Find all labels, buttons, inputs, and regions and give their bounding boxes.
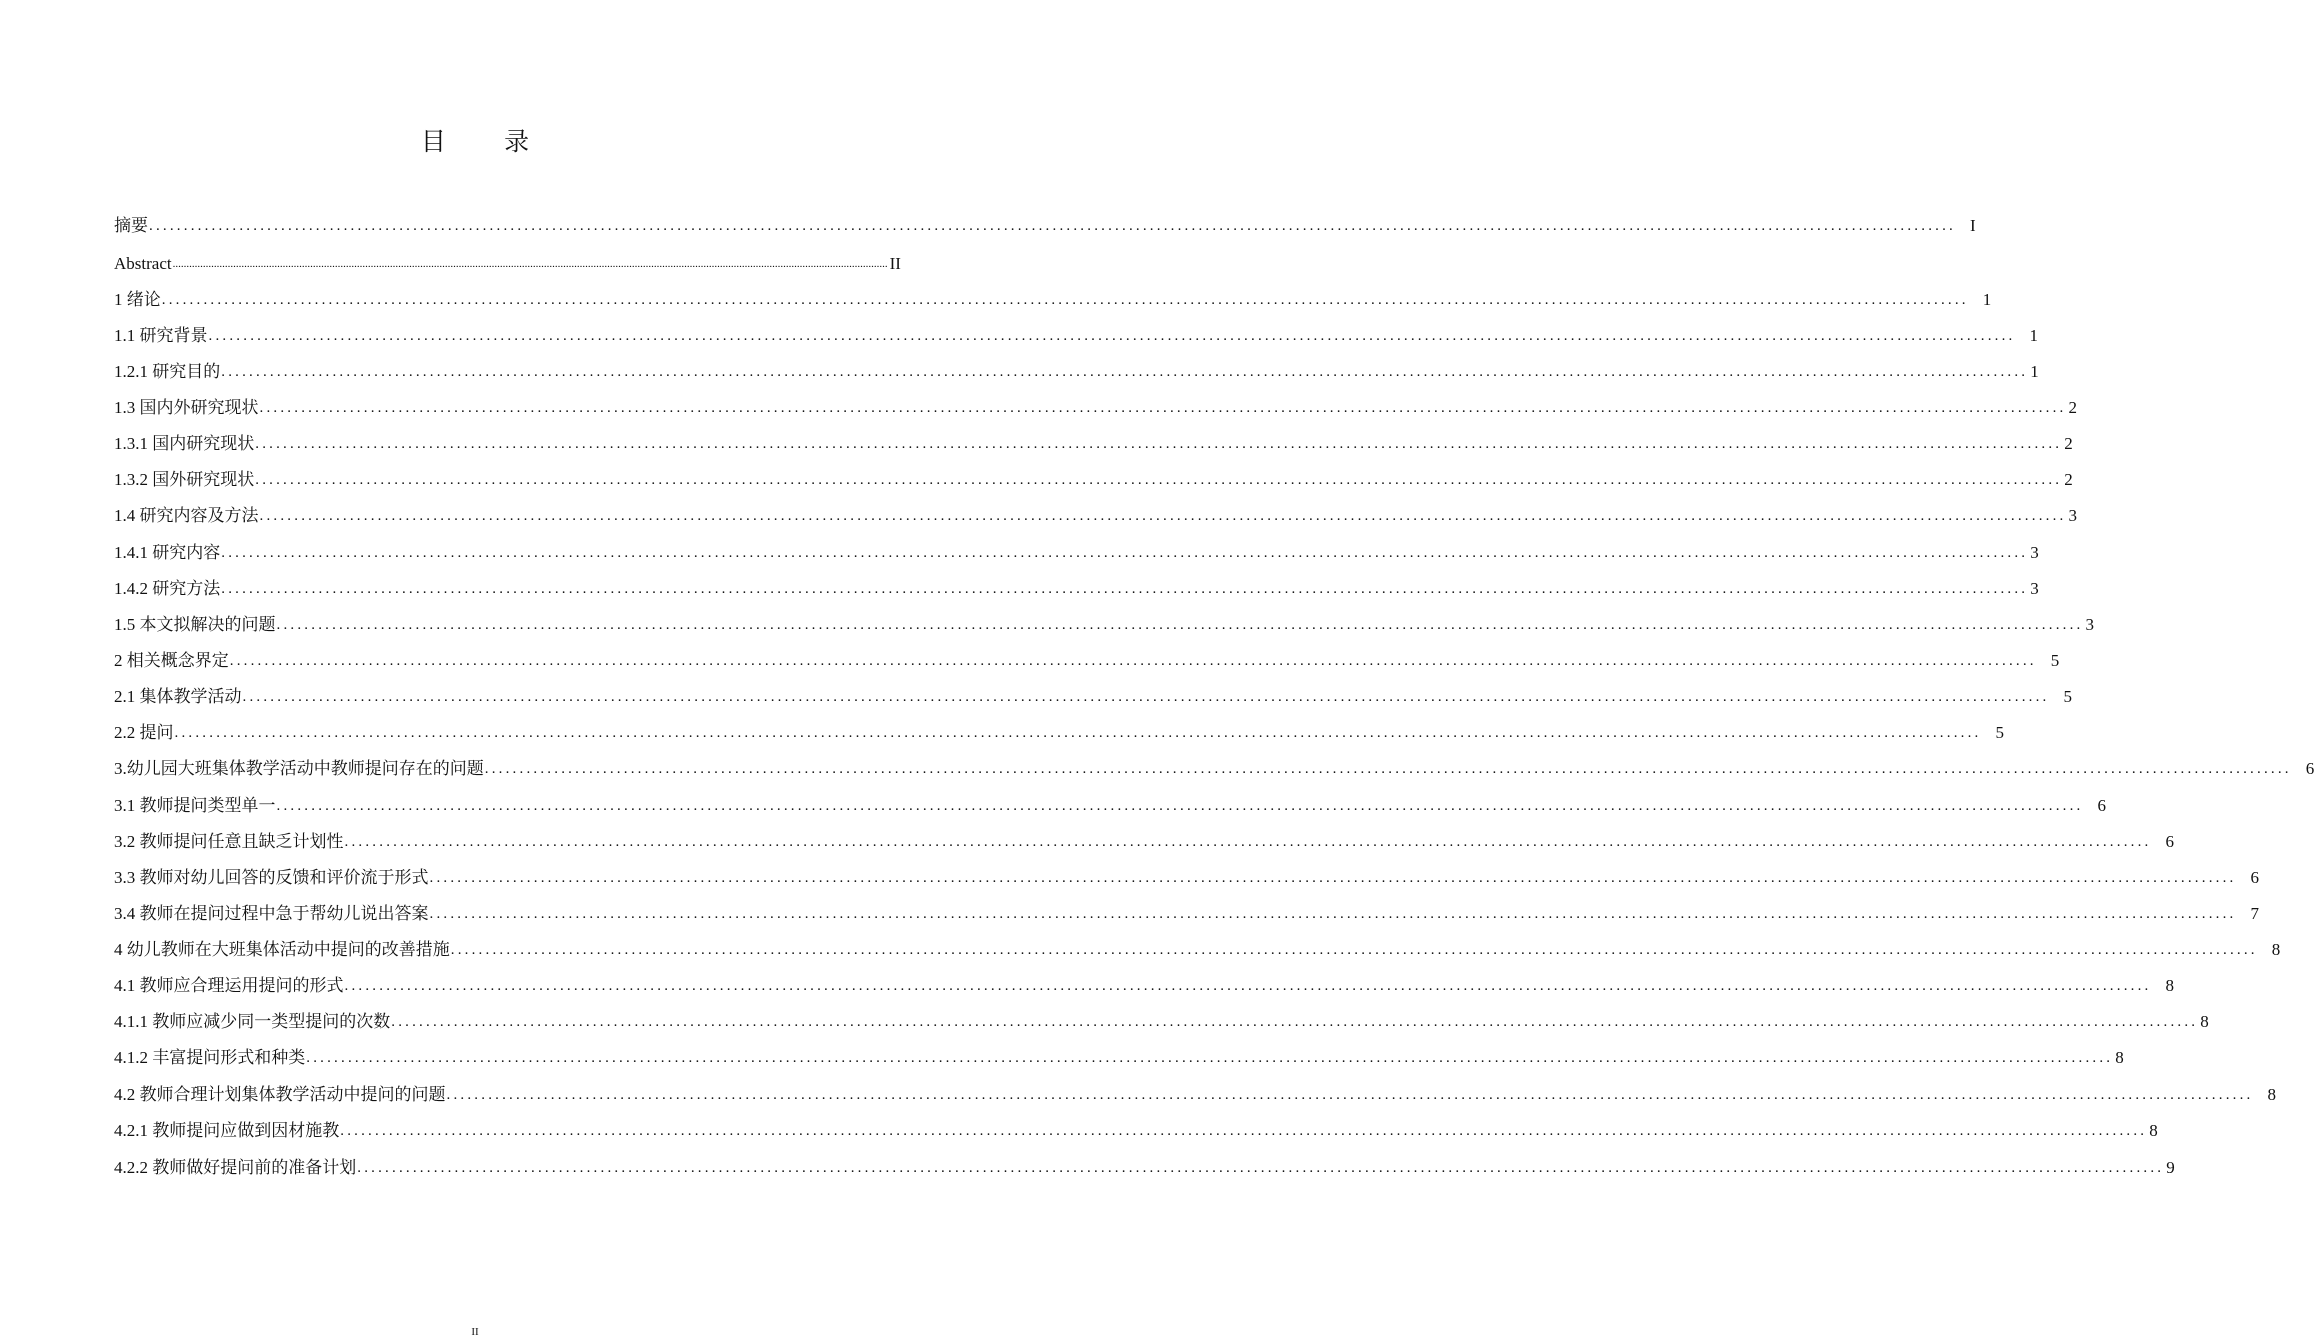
toc-entry-label: 1.4.1 研究内容 [114,543,221,562]
toc-leader-dots: .................................................................................................................................................................................................................................................................... [221,545,2029,561]
toc-leader-dots: .................................................................................................................................................................................................................................................................... [242,689,2050,705]
toc-entry-page: 8 [2200,1012,2209,1031]
toc-entry-page: I [1970,216,1976,235]
toc-leader-dots: .................................................................................................................................................................................................................................................................... [221,581,2029,597]
toc-entry-label: 3.3 教师对幼儿回答的反馈和评价流于形式 [114,868,429,887]
toc-entry-label: 4.1.2 丰富提问形式和种类 [114,1048,306,1067]
toc-entry-label: 1.3.1 国内研究现状 [114,434,255,453]
toc-entry[interactable] [114,614,2094,636]
toc-leader-dots: .................................................................................................................................................................................................................................................................... [276,617,2084,633]
toc-entry-page: 5 [2050,651,2060,670]
toc-entry-page: 3 [2030,579,2039,598]
toc-entry-page: 6 [2097,796,2106,815]
toc-entry-page: 8 [2149,1121,2158,1140]
toc-entry[interactable] [114,578,2039,600]
page-number-footer: II [471,1326,479,1338]
toc-leader-dots: .................................................................................................................................................................................................................................................................... [208,328,2016,344]
toc-entry-label: 1.4 研究内容及方法 [114,506,259,525]
toc-entry[interactable] [114,795,2106,817]
toc-entry[interactable] [114,831,2174,853]
page-title: 目 录 [420,129,556,156]
toc-entry-page: 6 [2250,868,2259,887]
toc-entry-page: 2 [2068,398,2077,417]
toc-entry[interactable] [114,1120,2158,1142]
toc-leader-dots: .................................................................................................................................................................................................................................................................... [344,978,2152,994]
toc-leader-dots: .................................................................................................................................................................................................................................................................... [446,1087,2254,1103]
toc-entry-label: 3.4 教师在提问过程中急于帮幼儿说出答案 [114,904,429,923]
toc-leader-dots: .................................................................................................................................................................................................................................................................... [391,1014,2199,1030]
toc-entry-page: 1 [2030,362,2039,381]
toc-entry-page: 8 [2267,1085,2276,1104]
toc-entry-label: 1 绪论 [114,290,161,309]
toc-entry-label: 1.3.2 国外研究现状 [114,470,255,489]
toc-entry[interactable] [114,975,2174,997]
toc-entry[interactable] [114,867,2259,889]
toc-entry-label: 3.1 教师提问类型单一 [114,796,276,815]
toc-entry-page: 1 [1982,290,1992,309]
toc-leader-dots: .................................................................................................................................................................................................................................................................... [259,508,2067,524]
toc-entry-label: 3.幼儿园大班集体教学活动中教师提问存在的问题 [114,759,484,778]
toc-leader-dots: .................................................................................................................................................................................................................................................................... [340,1123,2148,1139]
toc-entry[interactable] [114,397,2077,419]
toc-leader-dots: .................................................................................................................................................................................................................................................................... [255,472,2063,488]
toc-entry-label: 摘要 [114,216,148,235]
toc-entry-page: 2 [2064,470,2073,489]
toc-entry-label: 1.5 本文拟解决的问题 [114,615,276,634]
toc-leader-dots: .................................................................................................................................................................................................................................................................... [484,761,2292,777]
toc-entry[interactable] [114,325,2038,347]
toc-entry-label: Abstract [114,254,172,273]
toc-leader-dots: .................................................................................................................................................................................................................................................................... [229,653,2037,669]
toc-entry-label: 1.2.1 研究目的 [114,362,221,381]
toc-entry-page: 6 [2305,759,2314,778]
toc-entry[interactable] [114,758,2314,780]
toc-leader-dots: .................................................................................................................................................................................................................................................................... [429,870,2237,886]
toc-entry-page: 9 [2166,1158,2175,1177]
toc-entry[interactable] [114,1157,2175,1179]
toc-entry-label: 2.2 提问 [114,723,174,742]
toc-entry[interactable] [114,361,2039,383]
toc-entry-label: 4.2.1 教师提问应做到因材施教 [114,1121,340,1140]
toc-entry-page: 3 [2085,615,2094,634]
toc-entry-page: 5 [2063,687,2072,706]
toc-entry[interactable] [114,1011,2209,1033]
toc-entry[interactable] [114,469,2073,491]
toc-entry[interactable] [114,289,1992,311]
toc-leader-dots: .................................................................................................................................................................................................................................................................... [149,218,1956,234]
toc-entry-page: 7 [2250,904,2259,923]
toc-entry-page: 8 [2271,940,2281,959]
toc-entry-label: 4.1 教师应合理运用提问的形式 [114,976,344,995]
toc-entry-label: 1.1 研究背景 [114,326,208,345]
toc-entry[interactable] [114,542,2039,564]
toc-leader-dots: .................................................................................................................................................................................................................................................................... [450,942,2258,958]
toc-leader-dots: .................................................................................................................................................................................................................................................................... [306,1050,2114,1066]
toc-entry-page: 3 [2030,543,2039,562]
toc-entry[interactable] [114,433,2073,455]
toc-entry[interactable] [114,1084,2276,1106]
toc-entry-label: 1.3 国内外研究现状 [114,398,259,417]
toc-leader-dots: .................................................................................................................................................................................................................................................................... [221,364,2029,380]
toc-leader-dots: .................................................................................................................................................................................................................................................................... [161,292,1969,308]
toc-entry-label: 4.1.1 教师应减少同一类型提问的次数 [114,1012,391,1031]
toc-entry-page: II [889,254,901,273]
toc-entry[interactable] [114,1047,2124,1069]
toc-entry-page: 5 [1995,723,2004,742]
toc-entry[interactable] [114,650,2060,672]
toc-entry-label: 4.2 教师合理计划集体教学活动中提问的问题 [114,1085,446,1104]
toc-entry[interactable] [114,686,2072,708]
toc-entry[interactable] [114,903,2259,925]
toc-entry-label: 4.2.2 教师做好提问前的准备计划 [114,1158,357,1177]
toc-leader-dots: .................................................................................................................................................................................................................................................................... [172,258,888,270]
toc-entry[interactable] [114,253,901,275]
toc-entry-label: 2 相关概念界定 [114,651,229,670]
toc-entry-label: 2.1 集体教学活动 [114,687,242,706]
toc-entry-label: 4 幼儿教师在大班集体活动中提问的改善措施 [114,940,450,959]
toc-entry-page: 2 [2064,434,2073,453]
toc-leader-dots: .................................................................................................................................................................................................................................................................... [429,906,2237,922]
toc-entry[interactable] [114,505,2077,527]
toc-leader-dots: .................................................................................................................................................................................................................................................................... [255,436,2063,452]
toc-leader-dots: .................................................................................................................................................................................................................................................................... [357,1160,2165,1176]
toc-leader-dots: .................................................................................................................................................................................................................................................................... [276,798,2084,814]
toc-entry-page: 8 [2115,1048,2124,1067]
toc-entry[interactable] [114,939,2281,961]
toc-entry-page: 8 [2165,976,2174,995]
toc-entry[interactable] [114,215,1976,237]
toc-entry-label: 3.2 教师提问任意且缺乏计划性 [114,832,344,851]
toc-entry-label: 1.4.2 研究方法 [114,579,221,598]
toc-leader-dots: .................................................................................................................................................................................................................................................................... [174,725,1982,741]
toc-leader-dots: .................................................................................................................................................................................................................................................................... [344,834,2152,850]
toc-leader-dots: .................................................................................................................................................................................................................................................................... [259,400,2067,416]
toc-entry[interactable] [114,722,2004,744]
toc-entry-page: 6 [2165,832,2174,851]
toc-entry-page: 1 [2029,326,2038,345]
toc-entry-page: 3 [2068,506,2077,525]
